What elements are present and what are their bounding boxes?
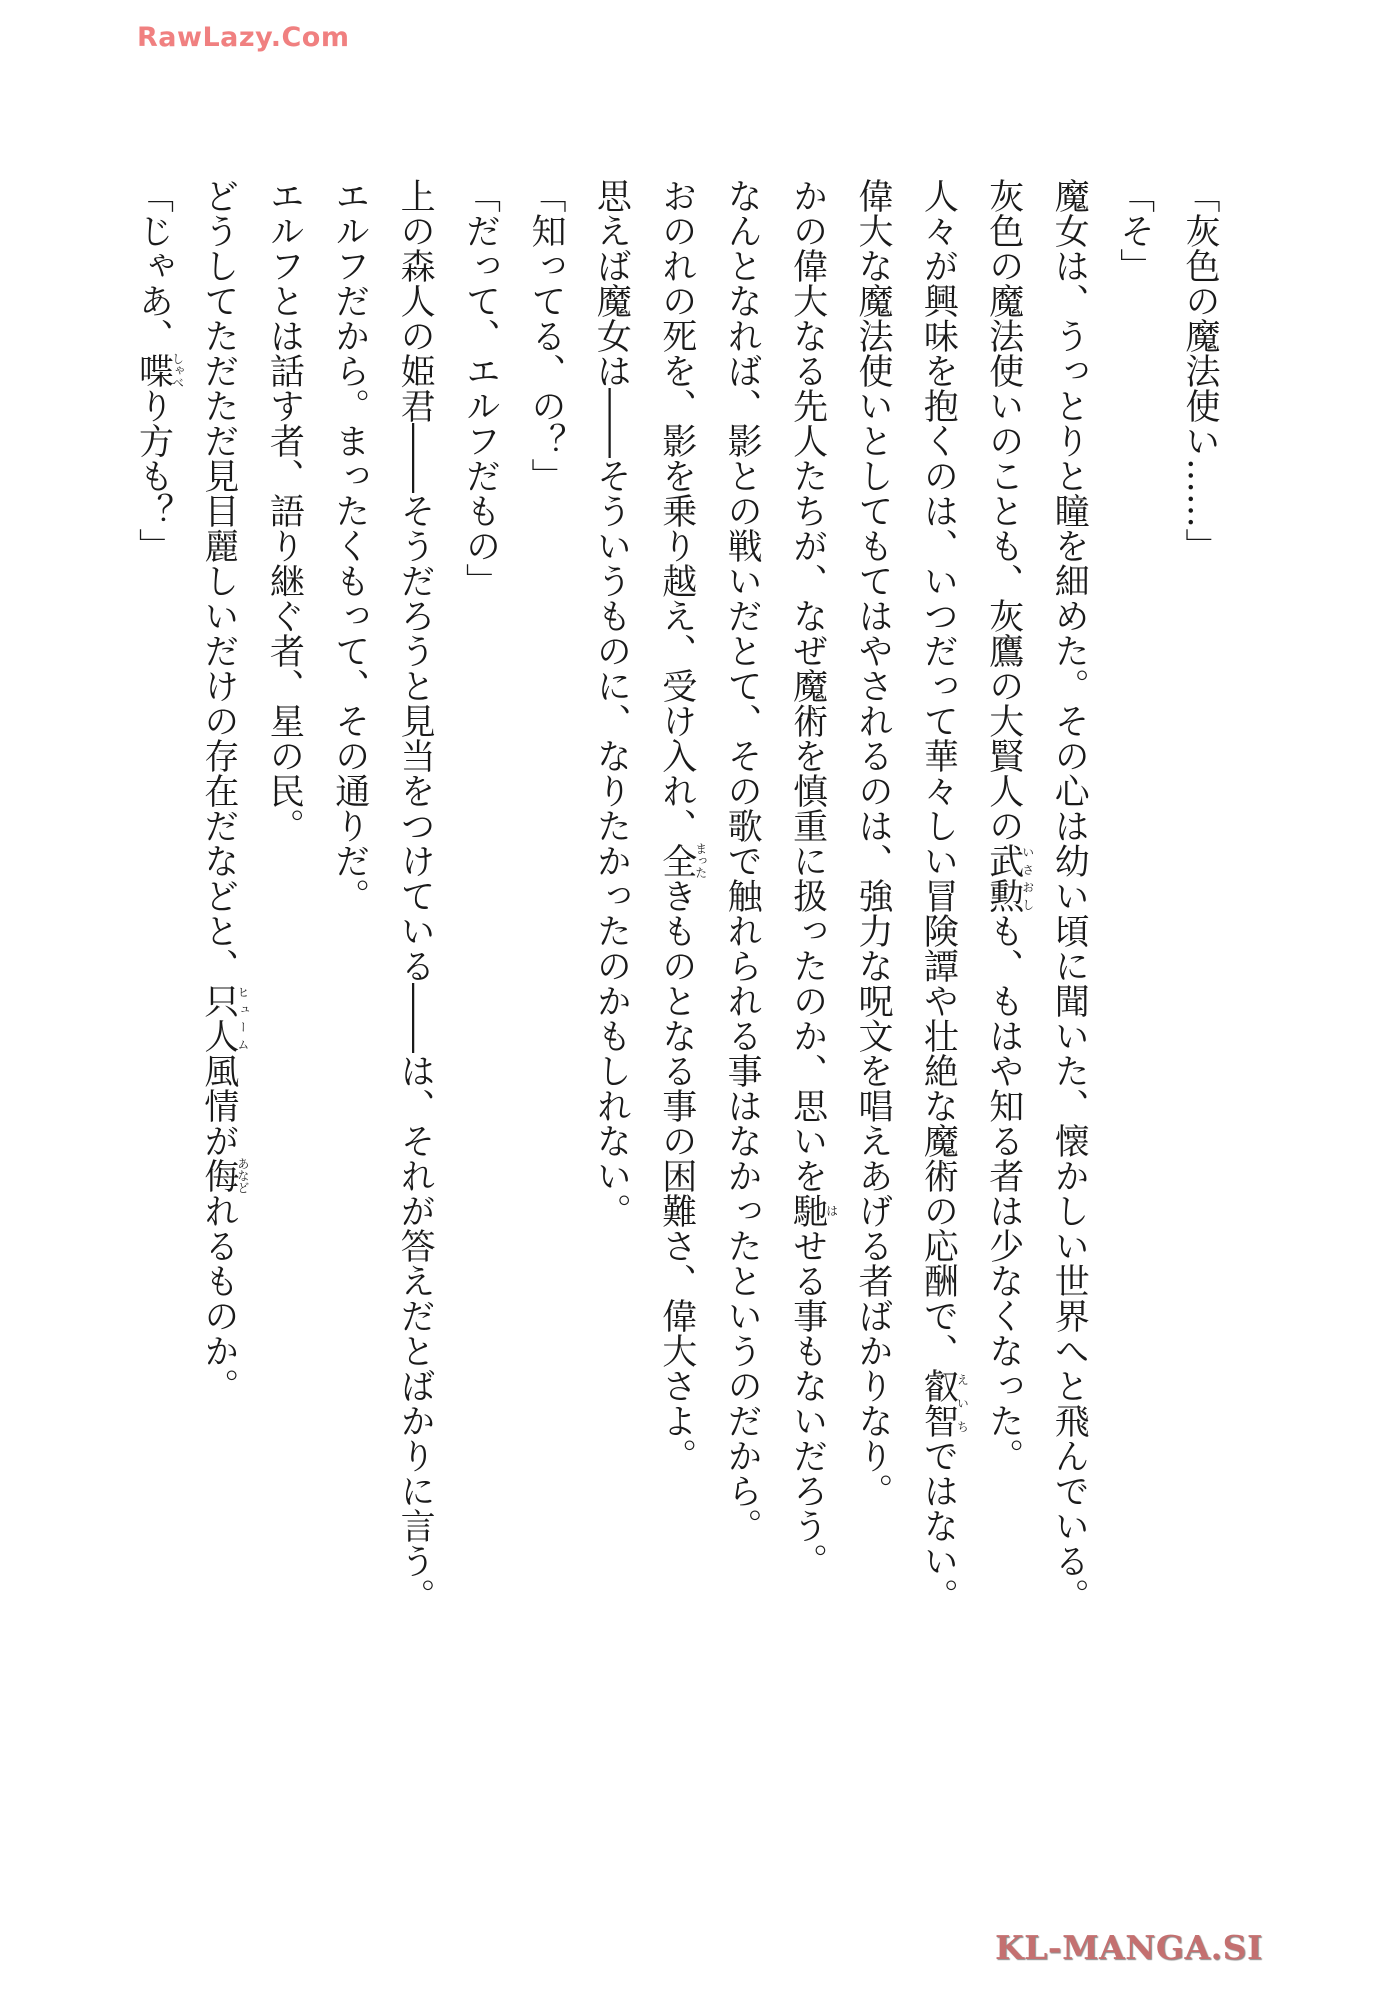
ruby-reading: まった (693, 842, 708, 879)
text-segment: 「知ってる、の？」 (525, 178, 566, 493)
ruby-base: 馳 (787, 1193, 828, 1228)
text-segment: ではない。 (918, 1438, 959, 1613)
text-segment: 魔女は、うっとりと瞳を細めた。その心は幼い頃に聞いた、懐かしい世界へと飛んでいる。 (1049, 178, 1090, 1613)
ruby-word (918, 1368, 970, 1438)
text-line (905, 178, 970, 1618)
text-line (251, 178, 316, 1618)
ruby-base: 只人 (198, 983, 239, 1053)
text-line (316, 178, 381, 1618)
text-line (382, 178, 447, 1618)
text-segment: り方も？」 (133, 388, 174, 563)
ruby-reading: しゃべ (170, 352, 185, 389)
watermark-kl-manga: KL-MANGA.SI (995, 1928, 1263, 1967)
ruby-reading: いさおし (1020, 843, 1035, 913)
text-line (970, 178, 1035, 1618)
ruby-base: 侮 (198, 1157, 239, 1194)
text-line (447, 178, 512, 1618)
text-segment: 灰色の魔法使いのことも、灰鷹の大賢人の (983, 178, 1024, 843)
text-line (1036, 178, 1101, 1618)
watermark-rawlazy: RawLazy.Com (137, 22, 350, 53)
text-segment: なんとなれば、影との戦いだとて、その歌で触れられる事はなかったというのだから。 (722, 178, 763, 1543)
novel-text-body (120, 178, 1232, 1618)
text-segment: 「じゃあ、 (133, 178, 174, 353)
text-line (120, 178, 185, 1618)
text-line (186, 178, 251, 1618)
ruby-word (656, 842, 708, 879)
text-segment: 「だって、エルフだもの」 (460, 178, 501, 598)
ruby-reading: は (824, 1193, 839, 1228)
text-line (774, 178, 839, 1618)
text-line (513, 178, 578, 1618)
ruby-reading: ヒューム (235, 983, 250, 1053)
ruby-base: 全 (656, 842, 697, 879)
ruby-base: 叡智 (918, 1368, 959, 1438)
text-segment: かの偉大なる先人たちが、なぜ魔術を慎重に扱ったのか、思いを (787, 178, 828, 1193)
ruby-base: 武勲 (983, 843, 1024, 913)
text-segment: 「灰色の魔法使い……」 (1180, 178, 1220, 563)
text-line (578, 178, 643, 1618)
text-line (1101, 178, 1166, 1618)
ruby-reading: あなど (235, 1157, 250, 1194)
text-segment: エルフとは話す者、語り継ぐ者、星の民。 (264, 178, 305, 843)
text-segment: 上の森人の姫君――そうだろうと見当をつけている――は、それが答えだとばかりに言う。 (395, 178, 436, 1613)
text-segment: おのれの死を、影を乗り越え、受け入れ、 (656, 178, 697, 843)
text-line (709, 178, 774, 1618)
text-segment: きものとなる事の困難さ、偉大さよ。 (656, 878, 697, 1473)
text-segment: 「そ」 (1114, 178, 1155, 283)
text-segment: せる事もないだろう。 (787, 1228, 828, 1578)
text-segment: どうしてただただ見目麗しいだけの存在だなどと、 (198, 178, 239, 983)
ruby-word (983, 843, 1035, 913)
text-segment: エルフだから。まったくもって、その通りだ。 (329, 178, 370, 913)
text-segment: も、もはや知る者は少なくなった。 (983, 913, 1024, 1473)
ruby-word (133, 352, 185, 389)
text-line (1167, 178, 1232, 1618)
ruby-word (198, 1157, 250, 1194)
text-segment: れるものか。 (198, 1193, 239, 1403)
ruby-word (198, 983, 250, 1053)
text-segment: 偉大な魔法使いとしてもてはやされるのは、強力な呪文を唱えあげる者ばかりなり。 (852, 178, 893, 1508)
text-segment: 人々が興味を抱くのは、いつだって華々しい冒険譚や壮絶な魔術の応酬で、 (918, 178, 959, 1368)
text-line (840, 178, 905, 1618)
text-segment: 風情が (198, 1053, 239, 1158)
ruby-base: 喋 (133, 352, 174, 389)
text-segment: 思えば魔女は――そういうものに、なりたかったのかもしれない。 (591, 178, 632, 1228)
text-line (643, 178, 708, 1618)
ruby-reading: えいち (955, 1368, 970, 1438)
ruby-word (787, 1193, 839, 1228)
